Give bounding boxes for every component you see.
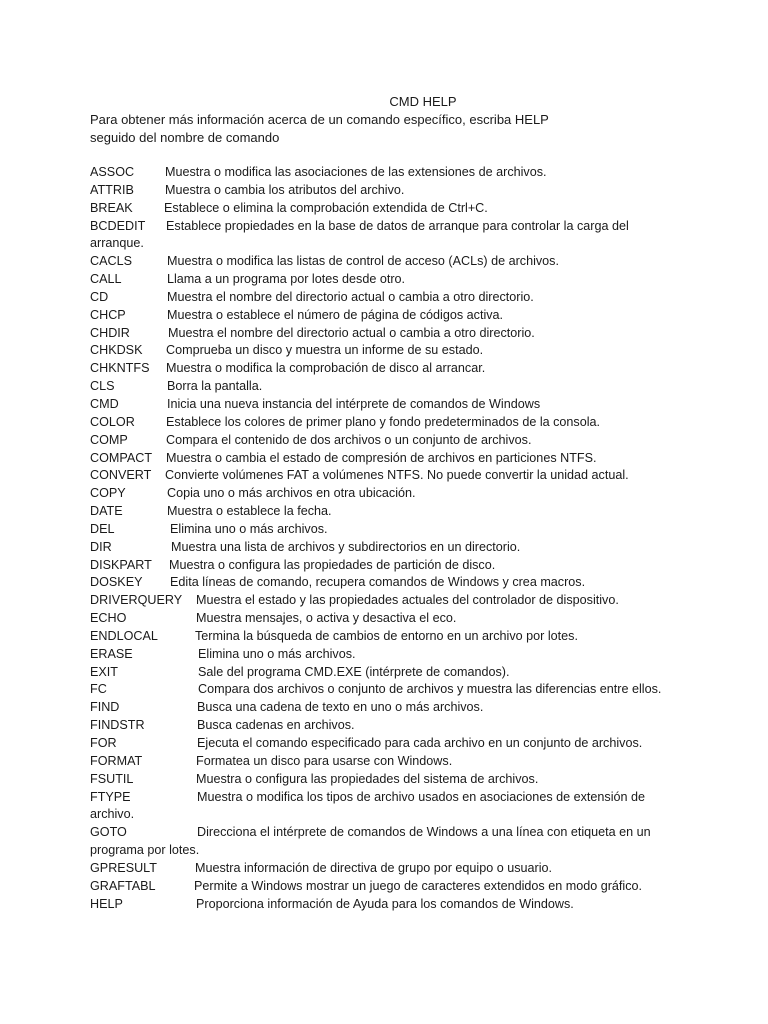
command-description: Busca una cadena de texto en uno o más archivos. — [197, 700, 484, 715]
command-description: Ejecuta el comando especificado para cada archivo en un conjunto de archivos. — [197, 736, 643, 750]
command-description: Establece propiedades en la base de datos de arranque para controlar la carga del — [166, 218, 629, 233]
command-name: CACLS — [90, 254, 132, 269]
command-entry — [90, 592, 730, 610]
intro-paragraph — [90, 111, 710, 147]
command-description: Copia uno o más archivos en otra ubicación. — [167, 486, 416, 501]
command-entry — [90, 342, 730, 360]
command-description: Proporciona información de Ayuda para los comandos de Windows. — [196, 896, 574, 911]
command-name: FSUTIL — [90, 771, 134, 786]
command-description-continuation: programa por lotes. — [90, 843, 200, 858]
command-entry — [90, 824, 730, 860]
command-name: BREAK — [90, 200, 133, 215]
command-name: EXIT — [90, 664, 118, 679]
command-name: ERASE — [90, 646, 133, 661]
intro-line: seguido del nombre de comando — [90, 130, 280, 145]
command-description: Muestra el nombre del directorio actual o cambia a otro directorio. — [167, 289, 534, 304]
command-entry — [90, 485, 730, 503]
command-entry — [90, 753, 730, 771]
command-entry — [90, 735, 730, 753]
command-name: CHDIR — [90, 325, 130, 340]
command-name: FC — [90, 682, 107, 697]
command-entry — [90, 646, 730, 664]
command-name: COMPACT — [90, 450, 153, 465]
command-name: DATE — [90, 504, 123, 519]
command-name: COPY — [90, 486, 126, 501]
command-description: Sale del programa CMD.EXE (intérprete de comandos). — [198, 664, 510, 679]
command-name: FINDSTR — [90, 718, 145, 733]
command-description: Muestra o cambia el estado de compresión de archivos en particiones NTFS. — [166, 450, 597, 465]
command-entry — [90, 896, 730, 914]
command-name: CHKNTFS — [90, 361, 150, 376]
command-entry — [90, 414, 730, 432]
command-entry — [90, 574, 730, 592]
command-entry — [90, 610, 730, 628]
command-name: FIND — [90, 700, 120, 715]
command-description: Muestra o modifica las listas de control de acceso (ACLs) de archivos. — [167, 254, 559, 269]
command-name: BCDEDIT — [90, 218, 146, 233]
command-name: ENDLOCAL — [90, 628, 158, 643]
command-name: GRAFTABL — [90, 878, 156, 893]
command-name: COLOR — [90, 414, 135, 429]
command-description: Permite a Windows mostrar un juego de caracteres extendidos en modo gráfico. — [194, 878, 643, 893]
command-description: Direcciona el intérprete de comandos de Windows a una línea con etiqueta en un — [197, 825, 651, 840]
intro-line: Para obtener más información acerca de un comando específico, escriba HELP — [90, 112, 549, 127]
command-name: GOTO — [90, 825, 127, 840]
command-entry — [90, 521, 730, 539]
command-entry — [90, 218, 730, 254]
command-name: DOSKEY — [90, 575, 143, 590]
command-description: Muestra o cambia los atributos del archivo. — [165, 182, 405, 197]
command-entry — [90, 200, 730, 218]
command-description: Elimina uno o más archivos. — [198, 646, 356, 661]
command-entry — [90, 182, 730, 200]
command-description: Edita líneas de comando, recupera comandos de Windows y crea macros. — [170, 575, 586, 590]
command-entry — [90, 717, 730, 735]
command-name: GPRESULT — [90, 860, 157, 875]
command-description: Muestra o establece el número de página de códigos activa. — [167, 307, 504, 322]
command-entry — [90, 503, 730, 521]
command-entry — [90, 699, 730, 717]
command-description: Muestra o modifica las asociaciones de las extensiones de archivos. — [165, 165, 547, 179]
command-description: Borra la pantalla. — [167, 379, 263, 394]
command-description: Muestra mensajes, o activa y desactiva el eco. — [196, 611, 457, 626]
command-name: DIR — [90, 539, 112, 554]
command-entry — [90, 789, 730, 825]
command-name: ATTRIB — [90, 182, 134, 197]
command-entry — [90, 681, 730, 699]
command-entry — [90, 325, 730, 343]
command-description: Inicia una nueva instancia del intérprete de comandos de Windows — [167, 396, 541, 411]
command-entry — [90, 378, 730, 396]
command-description: Establece o elimina la comprobación extendida de Ctrl+C. — [164, 200, 488, 215]
page-title: CMD HELP — [389, 94, 457, 109]
command-entry — [90, 664, 730, 682]
command-entry — [90, 271, 730, 289]
command-description: Convierte volúmenes FAT a volúmenes NTFS. No puede convertir la unidad actual. — [165, 468, 629, 483]
command-name: CLS — [90, 379, 115, 394]
command-entry — [90, 396, 730, 414]
command-entry — [90, 164, 730, 182]
command-entry — [90, 467, 730, 485]
command-name: FOR — [90, 736, 117, 750]
command-description: Compara el contenido de dos archivos o un conjunto de archivos. — [166, 432, 532, 447]
command-entry — [90, 253, 730, 271]
command-entry — [90, 360, 730, 378]
command-description: Muestra o configura las propiedades del sistema de archivos. — [196, 771, 539, 786]
command-description: Muestra el estado y las propiedades actuales del controlador de dispositivo. — [196, 593, 619, 608]
command-name: CHKDSK — [90, 343, 143, 358]
command-description: Elimina uno o más archivos. — [170, 521, 328, 536]
command-name: CD — [90, 289, 109, 304]
command-entry — [90, 289, 730, 307]
command-name: CHCP — [90, 307, 126, 322]
command-entry — [90, 432, 730, 450]
command-description: Termina la búsqueda de cambios de entorno en un archivo por lotes. — [195, 628, 578, 643]
command-description: Muestra una lista de archivos y subdirectorios en un directorio. — [171, 539, 521, 554]
command-name: DEL — [90, 521, 115, 536]
command-description: Llama a un programa por lotes desde otro. — [167, 272, 406, 287]
command-description: Formatea un disco para usarse con Windows. — [196, 753, 453, 768]
command-description: Establece los colores de primer plano y fondo predeterminados de la consola. — [166, 414, 601, 429]
command-description: Muestra o modifica la comprobación de disco al arrancar. — [166, 361, 486, 376]
command-name: DRIVERQUERY — [90, 593, 183, 608]
command-entry — [90, 628, 730, 646]
command-entry — [90, 878, 730, 896]
command-name: COMP — [90, 432, 128, 447]
command-name: ECHO — [90, 611, 127, 626]
command-description: Muestra o configura las propiedades de partición de disco. — [169, 557, 496, 572]
command-description: Muestra información de directiva de grupo por equipo o usuario. — [195, 860, 553, 875]
command-list — [90, 164, 730, 913]
command-name: CONVERT — [90, 468, 152, 483]
command-entry — [90, 771, 730, 789]
command-description: Compara dos archivos o conjunto de archivos y muestra las diferencias entre ellos. — [198, 682, 662, 697]
command-description-continuation: archivo. — [90, 807, 135, 822]
command-entry — [90, 450, 730, 468]
command-description: Muestra o modifica los tipos de archivo usados en asociaciones de extensión de — [197, 789, 646, 804]
command-description: Muestra el nombre del directorio actual o cambia a otro directorio. — [168, 325, 535, 340]
command-description: Comprueba un disco y muestra un informe de su estado. — [166, 343, 484, 358]
command-name: FORMAT — [90, 753, 143, 768]
command-name: CMD — [90, 396, 119, 411]
command-name: ASSOC — [90, 165, 135, 179]
command-description: Busca cadenas en archivos. — [197, 718, 355, 733]
command-entry — [90, 860, 730, 878]
command-description: Muestra o establece la fecha. — [167, 504, 332, 519]
command-name: HELP — [90, 896, 123, 911]
command-name: FTYPE — [90, 789, 131, 804]
command-entry — [90, 539, 730, 557]
command-name: CALL — [90, 272, 122, 287]
command-name: DISKPART — [90, 557, 152, 572]
command-entry — [90, 557, 730, 575]
command-entry — [90, 307, 730, 325]
command-description-continuation: arranque. — [90, 236, 144, 251]
